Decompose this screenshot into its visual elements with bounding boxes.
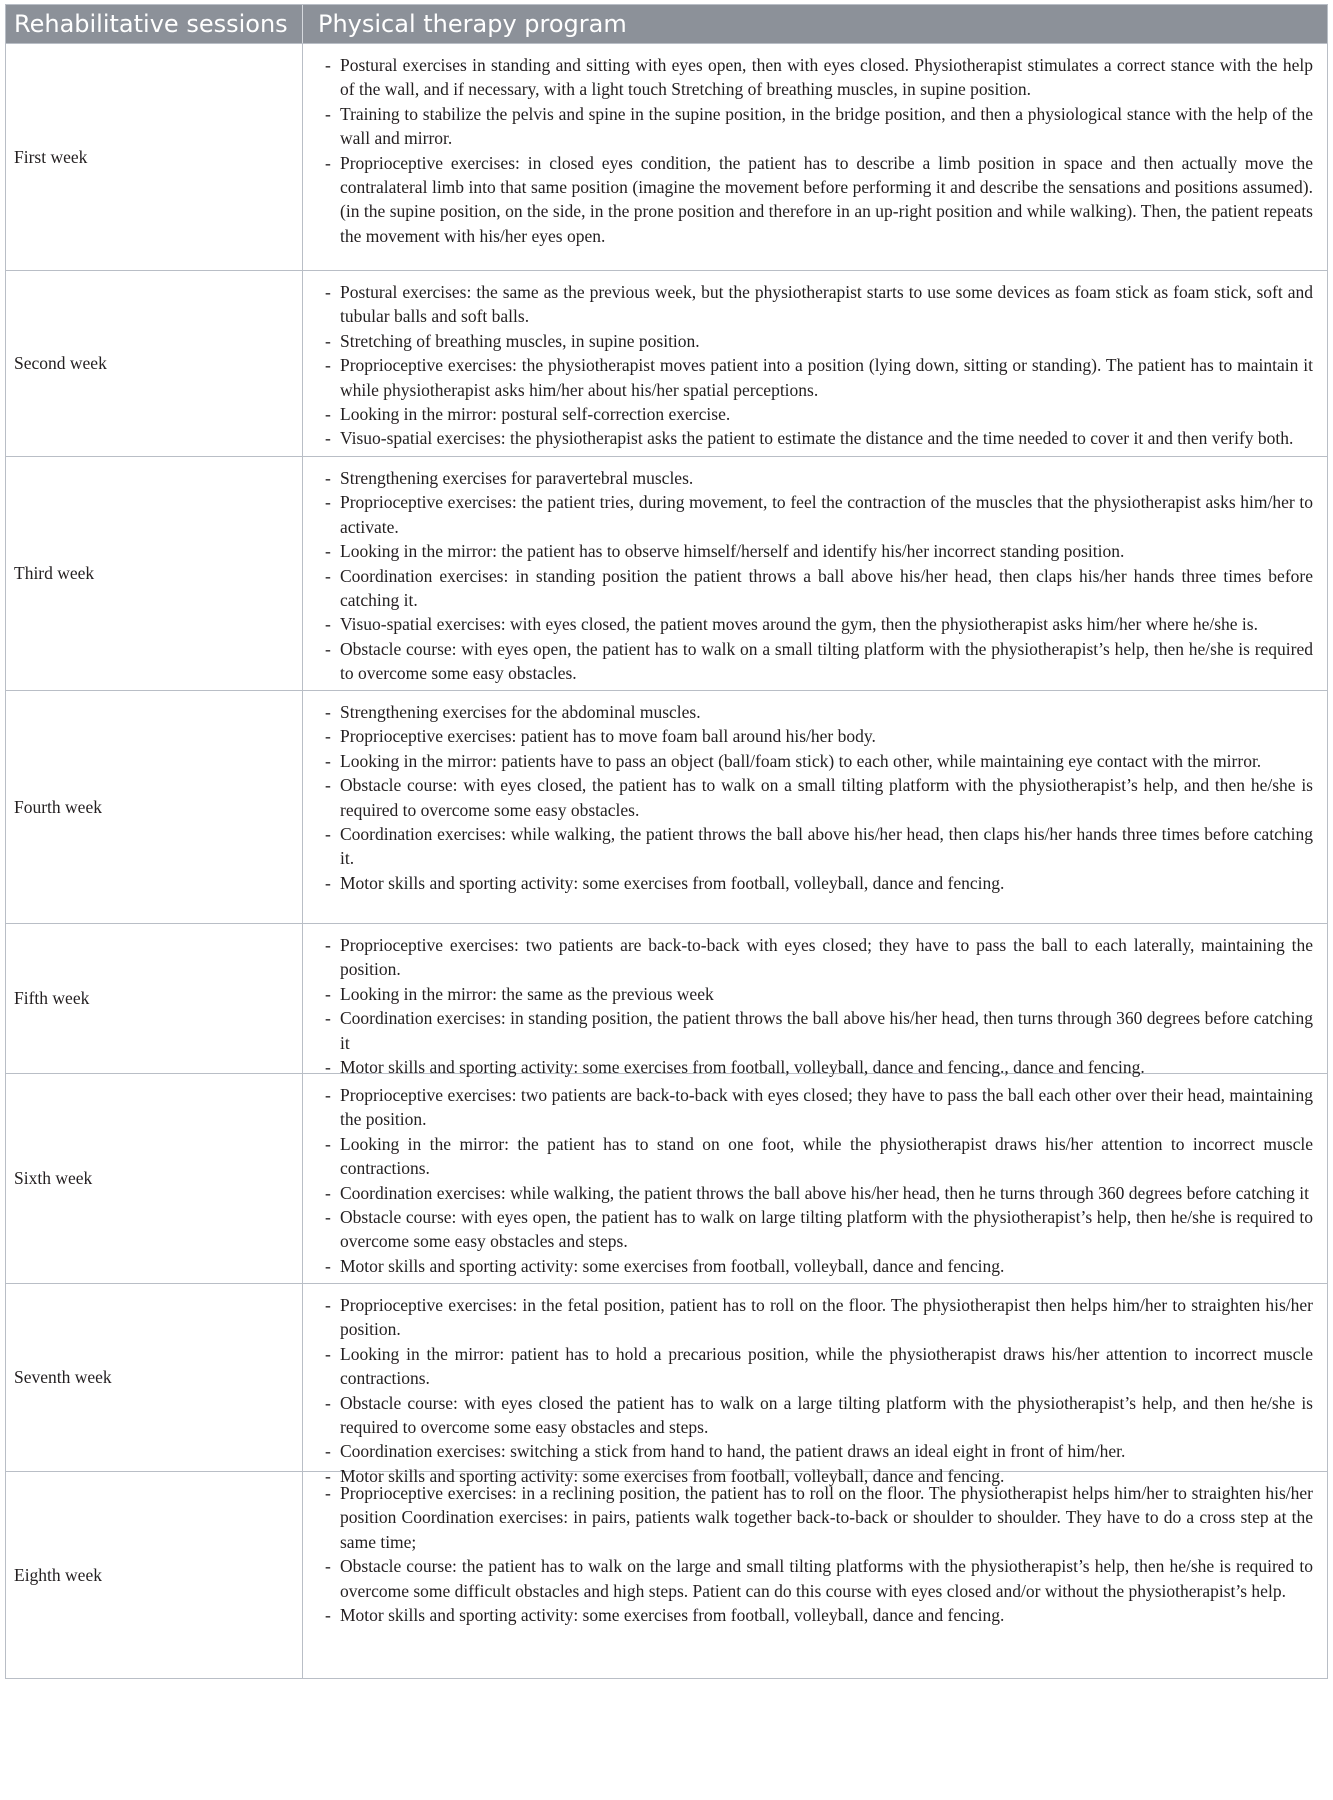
table-row <box>6 270 1327 456</box>
week-label: Second week <box>6 271 303 456</box>
list-item: - Coordination exercises: switching a stick from hand to hand, the patient draws an ideal eight in front of him/her. <box>323 1439 1313 1463</box>
list-item: - Visuo-spatial exercises: the physiotherapist asks the patient to estimate the distance and the time needed to cover it and then verify both. <box>323 426 1313 450</box>
program-cell <box>303 924 1327 1078</box>
bullet-dash: - <box>325 1057 331 1078</box>
exercise-list <box>323 1083 1313 1278</box>
bullet-dash: - <box>325 702 331 722</box>
bullet-dash: - <box>325 468 331 488</box>
list-item: - Looking in the mirror: the patient has to stand on one foot, while the physiotherapist draws his/her attention to incorrect muscle contractions. <box>325 1133 1313 1179</box>
program-cell <box>303 691 1327 923</box>
list-item: - Obstacle course: with eyes closed, the patient has to walk on a small tilting platform with the physiotherapist’s help, and then he/she is required to overcome some easy obstacles. <box>325 775 1313 820</box>
bullet-dash: - <box>325 428 331 449</box>
table-row <box>6 1073 1327 1283</box>
list-item: - Proprioceptive exercises: in closed eyes condition, the patient has to describe a limb position in space and then actually move the contralateral limb into that same position (imagine the movement before performing it and describe the sensations and positions assumed). (in the supine position, on the side, in the prone position and therefore in an up-right position and while walking). Then, the patient repeats the movement with his/her eyes open. <box>325 152 1313 246</box>
bullet-dash: - <box>325 775 331 796</box>
exercise-list <box>323 1293 1313 1488</box>
list-item: - Strengthening exercises for paravertebral muscles. <box>323 466 1313 490</box>
bullet-dash: - <box>325 750 331 771</box>
bullet-dash: - <box>325 638 331 659</box>
bullet-dash: - <box>325 55 331 75</box>
bullet-dash: - <box>325 1255 331 1276</box>
bullet-dash: - <box>325 1295 331 1315</box>
list-item: - Proprioceptive exercises: in a reclining position, the patient has to roll on the floor. The physiotherapist helps him/her to straighten his/her position Coordination exercises: in pairs, patients walk together back-to-back or shoulder to shoulder. They have to do a cross step at the same time; <box>325 1483 1313 1552</box>
table-row <box>6 43 1327 270</box>
list-item: - Motor skills and sporting activity: some exercises from football, volleyball, dance and fencing. <box>323 1603 1313 1627</box>
bullet-dash: - <box>325 152 331 173</box>
bullet-dash: - <box>325 1343 331 1364</box>
list-item: - Visuo-spatial exercises: with eyes closed, the patient moves around the gym, then the physiotherapist asks him/her where he/she is. <box>323 612 1313 636</box>
list-item: - Coordination exercises: while walking, the patient throws the ball above his/her head, then claps his/her hands three times before catching it. <box>325 824 1313 869</box>
bullet-dash: - <box>325 492 331 513</box>
program-cell <box>303 1472 1327 1678</box>
bullet-dash: - <box>325 1465 331 1486</box>
bullet-dash: - <box>325 824 331 845</box>
bullet-dash: - <box>325 1392 331 1413</box>
therapy-program-table <box>5 4 1328 1679</box>
exercise-list <box>323 700 1313 895</box>
list-item: - Looking in the mirror: the same as the previous week <box>323 982 1313 1006</box>
exercise-list <box>323 280 1313 451</box>
bullet-dash: - <box>325 103 331 124</box>
bullet-dash: - <box>325 872 331 893</box>
list-item: - Motor skills and sporting activity: some exercises from football, volleyball, dance and fencing. <box>323 1464 1313 1488</box>
program-cell <box>303 1284 1327 1486</box>
bullet-dash: - <box>325 935 331 955</box>
bullet-dash: - <box>325 1182 331 1203</box>
list-item: - Looking in the mirror: patient has to hold a precarious position, while the physiotherapist draws his/her attention to incorrect muscle contractions. <box>325 1343 1313 1389</box>
table-row <box>6 923 1327 1078</box>
bullet-dash: - <box>325 355 331 376</box>
list-item: - Obstacle course: the patient has to walk on the large and small tilting platforms with the physiotherapist’s help, then he/she is required to overcome some difficult obstacles and high steps. Patient can do this course with eyes closed and/or without the physiotherapist’s help. <box>325 1556 1313 1601</box>
program-cell <box>303 271 1327 456</box>
week-label: Fourth week <box>6 691 303 923</box>
exercise-list <box>323 1481 1313 1627</box>
list-item: - Stretching of breathing muscles, in supine position. <box>323 329 1313 353</box>
bullet-dash: - <box>325 1085 331 1105</box>
list-item: - Proprioceptive exercises: two patients are back-to-back with eyes closed; they have to pass the ball to each laterally, maintaining the position. <box>325 935 1313 980</box>
list-item: - Obstacle course: with eyes closed the patient has to walk on a large tilting platform with the physiotherapist’s help, and then he/she is required to overcome some easy obstacles and steps. <box>325 1392 1313 1438</box>
program-cell <box>303 457 1327 690</box>
bullet-dash: - <box>325 983 331 1004</box>
table-row <box>6 1283 1327 1486</box>
week-label: First week <box>6 44 303 270</box>
header-sessions: Rehabilitative sessions <box>6 5 303 43</box>
exercise-list <box>323 53 1313 248</box>
week-label: Eighth week <box>6 1472 303 1678</box>
list-item: - Proprioceptive exercises: the patient tries, during movement, to feel the contraction of the muscles that the physiotherapist asks him/her to activate. <box>325 492 1313 537</box>
bullet-dash: - <box>325 726 331 747</box>
list-item: - Coordination exercises: in standing position the patient throws a ball above his/her head, then claps his/her hands three times before catching it. <box>325 565 1313 611</box>
list-item: - Obstacle course: with eyes open, the patient has to walk on large tilting platform with the physiotherapist’s help, then he/she is required to overcome some easy obstacles and steps. <box>325 1207 1313 1252</box>
program-cell <box>303 44 1327 270</box>
week-label: Third week <box>6 457 303 690</box>
bullet-dash: - <box>325 1605 331 1626</box>
bullet-dash: - <box>325 1441 331 1462</box>
bullet-dash: - <box>325 1483 331 1503</box>
list-item: - Postural exercises: the same as the previous week, but the physiotherapist starts to use some devices as foam stick as foam stick, soft and tubular balls and soft balls. <box>325 282 1313 327</box>
week-label: Seventh week <box>6 1284 303 1471</box>
bullet-dash: - <box>325 1556 331 1577</box>
program-cell <box>303 1074 1327 1283</box>
bullet-dash: - <box>325 330 331 351</box>
list-item: - Looking in the mirror: postural self-correction exercise. <box>323 402 1313 426</box>
list-item: - Training to stabilize the pelvis and spine in the supine position, in the bridge position, and then a physiological stance with the help of the wall and mirror. <box>325 103 1313 149</box>
list-item: - Obstacle course: with eyes open, the patient has to walk on a small tilting platform with the physiotherapist’s help, then he/she is required to overcome some easy obstacles. <box>325 638 1313 684</box>
list-item: - Proprioceptive exercises: two patients are back-to-back with eyes closed; they have to pass the ball each other over their head, maintaining the position. <box>325 1085 1313 1130</box>
bullet-dash: - <box>325 541 331 562</box>
table-row <box>6 690 1327 923</box>
list-item: - Coordination exercises: while walking, the patient throws the ball above his/her head, then he turns through 360 degrees before catching it <box>323 1181 1313 1205</box>
list-item: - Proprioceptive exercises: patient has to move foam ball around his/her body. <box>323 724 1313 748</box>
bullet-dash: - <box>325 1133 331 1154</box>
week-label: Fifth week <box>6 924 303 1073</box>
bullet-dash: - <box>325 1207 331 1228</box>
exercise-list <box>323 466 1313 686</box>
table-header <box>6 5 1327 43</box>
header-program: Physical therapy program <box>318 10 627 38</box>
list-item: - Looking in the mirror: patients have to pass an object (ball/foam stick) to each other, while maintaining eye contact with the mirror. <box>323 749 1313 773</box>
list-item: - Motor skills and sporting activity: some exercises from football, volleyball, dance and fencing. <box>323 1254 1313 1278</box>
bullet-dash: - <box>325 614 331 635</box>
list-item: - Motor skills and sporting activity: some exercises from football, volleyball, dance and fencing., dance and fencing. <box>323 1055 1313 1079</box>
list-item: - Proprioceptive exercises: in the fetal position, patient has to roll on the floor. The physiotherapist then helps him/her to straighten his/her position. <box>325 1295 1313 1340</box>
bullet-dash: - <box>325 1008 331 1029</box>
list-item: - Looking in the mirror: the patient has to observe himself/herself and identify his/her incorrect standing position. <box>323 539 1313 563</box>
bullet-dash: - <box>325 565 331 586</box>
week-label: Sixth week <box>6 1074 303 1283</box>
bullet-dash: - <box>325 404 331 425</box>
exercise-list <box>323 933 1313 1079</box>
list-item: - Postural exercises in standing and sitting with eyes open, then with eyes closed. Physiotherapist stimulates a correct stance with the help of the wall, and if necessary, with a light touch Stretching of breathing muscles, in supine position. <box>325 55 1313 100</box>
table-row <box>6 1471 1327 1678</box>
list-item: - Strengthening exercises for the abdominal muscles. <box>323 700 1313 724</box>
bullet-dash: - <box>325 282 331 302</box>
list-item: - Motor skills and sporting activity: some exercises from football, volleyball, dance and fencing. <box>323 871 1313 895</box>
list-item: - Coordination exercises: in standing position, the patient throws the ball above his/her head, then turns through 360 degrees before catching it <box>325 1008 1313 1053</box>
table-row <box>6 456 1327 690</box>
list-item: - Proprioceptive exercises: the physiotherapist moves patient into a position (lying down, sitting or standing). The patient has to maintain it while physiotherapist asks him/her about his/her spatial perceptions. <box>325 355 1313 400</box>
